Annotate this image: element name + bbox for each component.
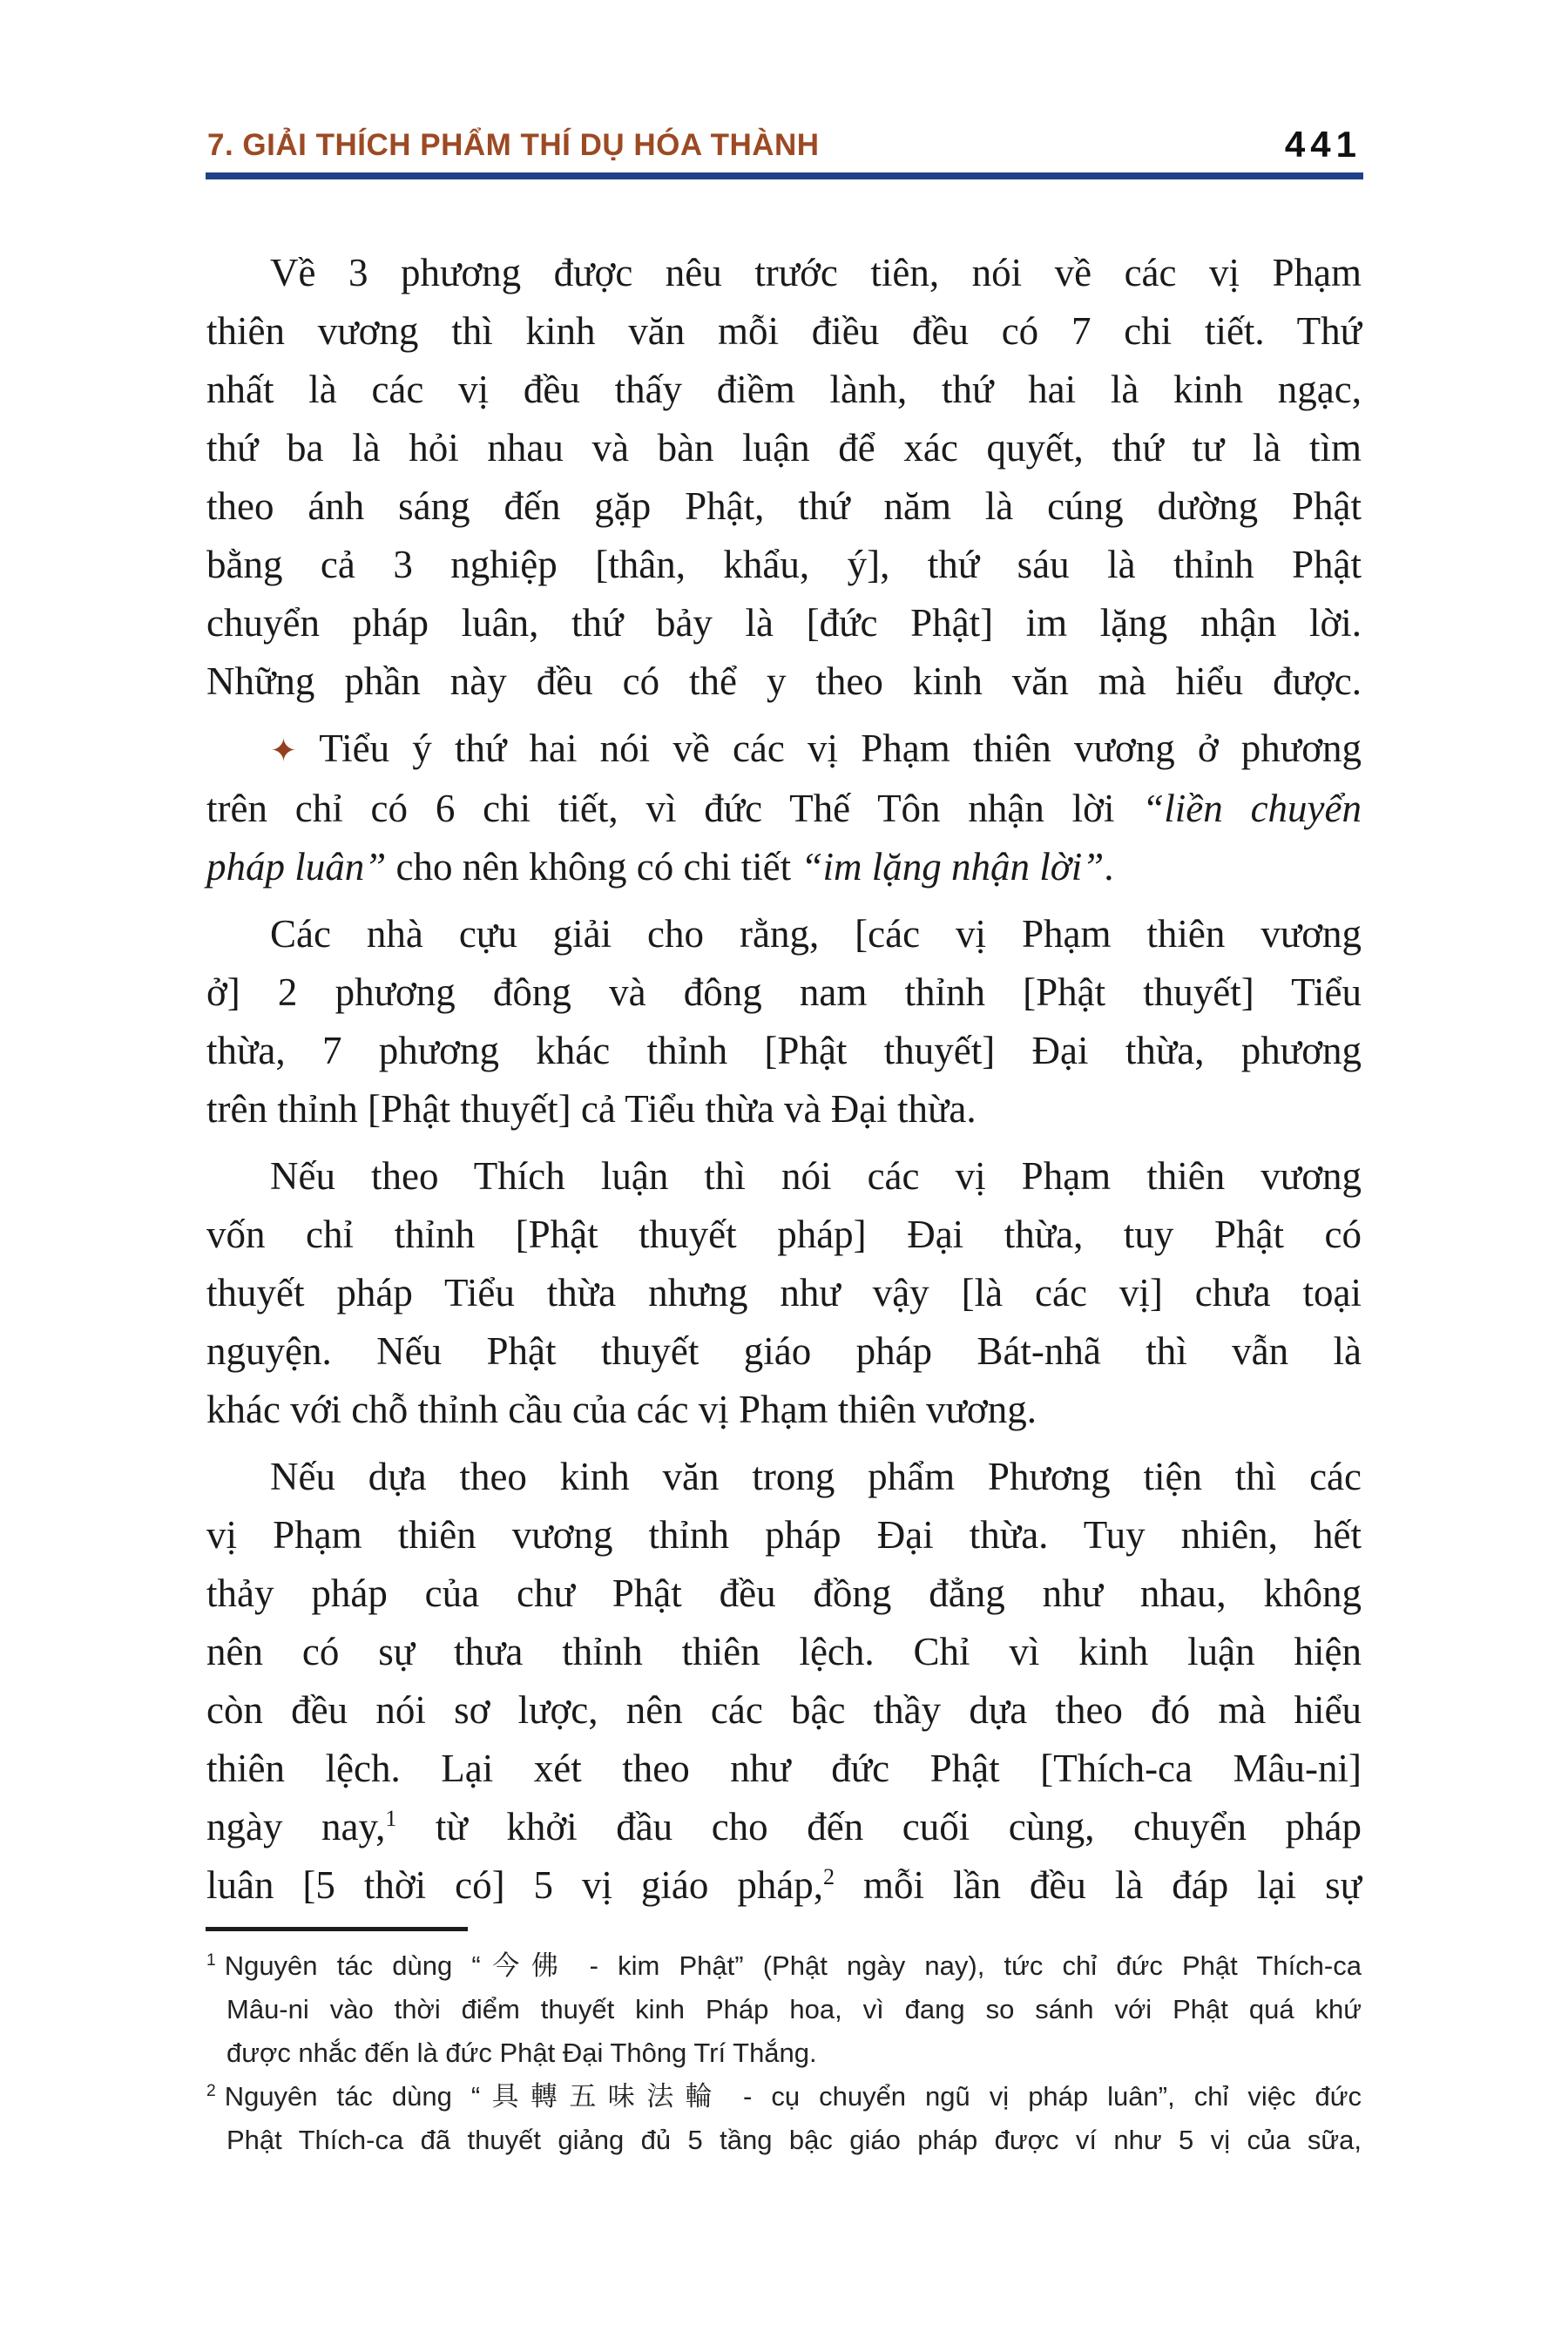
body-text [206,244,1362,1923]
footnote [206,1944,1362,2075]
text-line [206,1681,1362,1740]
text-line [206,1740,1362,1798]
text-line [206,419,1362,477]
text-line [206,1147,1362,1206]
text-line [206,720,1362,780]
footnote-line [206,2119,1362,2162]
text-line [206,1264,1362,1322]
text-line [206,1381,1362,1439]
text-run: Các nhà cựu giải cho rằng, [các vị Phạm thiên vương [270,912,1362,956]
text-line [206,963,1362,1022]
text-run: nguyện. Nếu Phật thuyết giáo pháp Bát-nhã thì vẫn là [206,1329,1362,1373]
paragraph [206,1147,1362,1439]
text-line [206,477,1362,536]
text-line [206,594,1362,652]
text-line [206,1565,1362,1623]
footnote-line [206,2031,1362,2075]
footnote-marker: 2 [206,2081,216,2100]
text-run: ở] 2 phương đông và đông nam thỉnh [Phật thuyết] Tiểu [206,970,1362,1014]
page-number: 441 [1284,124,1362,165]
text-line [206,1022,1362,1080]
text-line [206,1322,1362,1381]
text-run: mỗi lần đều là đáp lại sự [835,1863,1362,1907]
text-run: thiên lệch. Lại xét theo như đức Phật [Thích-ca Mâu-ni] [206,1747,1362,1790]
text-line [206,1856,1362,1915]
text-run: Về 3 phương được nêu trước tiên, nói về các vị Phạm [270,251,1362,294]
text-line [206,1798,1362,1856]
footnote-text: Nguyên tác dùng “具轉五味法輪 - cụ chuyển ngũ vị pháp luân”, chỉ việc đức [224,2081,1362,2112]
footnote-line [206,1988,1362,2031]
text-run: trên thỉnh [Phật thuyết] cả Tiểu thừa và Đại thừa. [206,1087,977,1131]
paragraph [206,905,1362,1139]
text-run: thuyết pháp Tiểu thừa nhưng như vậy [là các vị] chưa toại [206,1271,1362,1315]
text-line [206,838,1362,896]
text-run: vốn chỉ thỉnh [Phật thuyết pháp] Đại thừa, tuy Phật có [206,1213,1362,1256]
text-line [206,1080,1362,1139]
header-rule [206,172,1363,179]
text-line [206,1506,1362,1565]
text-run: ngày nay, [206,1805,386,1848]
footnote-text: được nhắc đến là đức Phật Đại Thông Trí Thắng. [226,2038,817,2068]
text-run: thứ ba là hỏi nhau và bàn luận để xác quyết, thứ tư là tìm [206,426,1362,470]
text-line [206,1206,1362,1264]
footnote-ref: 1 [385,1806,397,1831]
footnote-ref: 2 [823,1864,835,1889]
paragraph [206,244,1362,711]
text-run: cho nên không có chi tiết [386,845,801,889]
paragraph [206,1448,1362,1915]
footnote-line [206,2075,1362,2119]
text-line [206,536,1362,594]
footnote-text: Mâu-ni vào thời điểm thuyết kinh Pháp hoa, vì đang so sánh với Phật quá khứ [226,1994,1362,2024]
text-line [206,780,1362,838]
text-line [206,1623,1362,1681]
footnotes [206,1944,1362,2162]
text-run: thừa, 7 phương khác thỉnh [Phật thuyết] Đại thừa, phương [206,1029,1362,1072]
text-run: thảy pháp của chư Phật đều đồng đẳng như nhau, không [206,1571,1362,1615]
text-run: từ khởi đầu cho đến cuối cùng, chuyển pháp [396,1805,1362,1848]
text-line [206,244,1362,302]
text-line [206,1448,1362,1506]
italic-quote: “liền chuyển [1142,787,1362,830]
footnote-marker: 1 [206,1950,216,1970]
text-run: vị Phạm thiên vương thỉnh pháp Đại thừa. Tuy nhiên, hết [206,1513,1362,1557]
ornament-star-icon: ✦ [270,732,297,769]
text-line [206,905,1362,963]
running-header-title: 7. GIẢI THÍCH PHẨM THÍ DỤ HÓA THÀNH [207,128,820,162]
footnote-text: Phật Thích-ca đã thuyết giảng đủ 5 tầng bậc giáo pháp được ví như 5 vị của sữa, [226,2125,1362,2155]
footnote-text: Nguyên tác dùng “今佛 - kim Phật” (Phật ngày nay), tức chỉ đức Phật Thích-ca [224,1950,1362,1981]
text-run: . [1104,845,1114,889]
italic-quote: “im lặng nhận lời” [801,845,1105,889]
text-run: khác với chỗ thỉnh cầu của các vị Phạm thiên vương. [206,1388,1037,1431]
text-run: luân [5 thời có] 5 vị giáo pháp, [206,1863,824,1907]
text-run: trên chỉ có 6 chi tiết, vì đức Thế Tôn nhận lời [206,787,1143,830]
text-run: chuyển pháp luân, thứ bảy là [đức Phật] im lặng nhận lời. [206,601,1362,645]
text-line [206,361,1362,419]
text-line [206,302,1362,361]
text-run: Nếu theo Thích luận thì nói các vị Phạm thiên vương [270,1154,1362,1198]
text-run: Nếu dựa theo kinh văn trong phẩm Phương tiện thì các [270,1455,1362,1498]
text-run: nên có sự thưa thỉnh thiên lệch. Chỉ vì kinh luận hiện [206,1630,1362,1673]
text-run: thiên vương thì kinh văn mỗi điều đều có 7 chi tiết. Thứ [206,309,1362,353]
text-run: còn đều nói sơ lược, nên các bậc thầy dựa theo đó mà hiểu [206,1688,1362,1732]
text-line [206,652,1362,711]
footnote-separator [206,1927,468,1931]
text-run: Tiểu ý thứ hai nói về các vị Phạm thiên vương ở phương [296,727,1362,770]
paragraph [206,720,1362,896]
text-run: bằng cả 3 nghiệp [thân, khẩu, ý], thứ sáu là thỉnh Phật [206,543,1362,586]
footnote-line [206,1944,1362,1988]
footnote [206,2075,1362,2162]
text-run: Những phần này đều có thể y theo kinh văn mà hiểu được. [206,659,1362,703]
italic-quote: pháp luân” [206,845,387,889]
text-run: nhất là các vị đều thấy điềm lành, thứ hai là kinh ngạc, [206,368,1362,411]
text-run: theo ánh sáng đến gặp Phật, thứ năm là cúng dường Phật [206,484,1362,528]
